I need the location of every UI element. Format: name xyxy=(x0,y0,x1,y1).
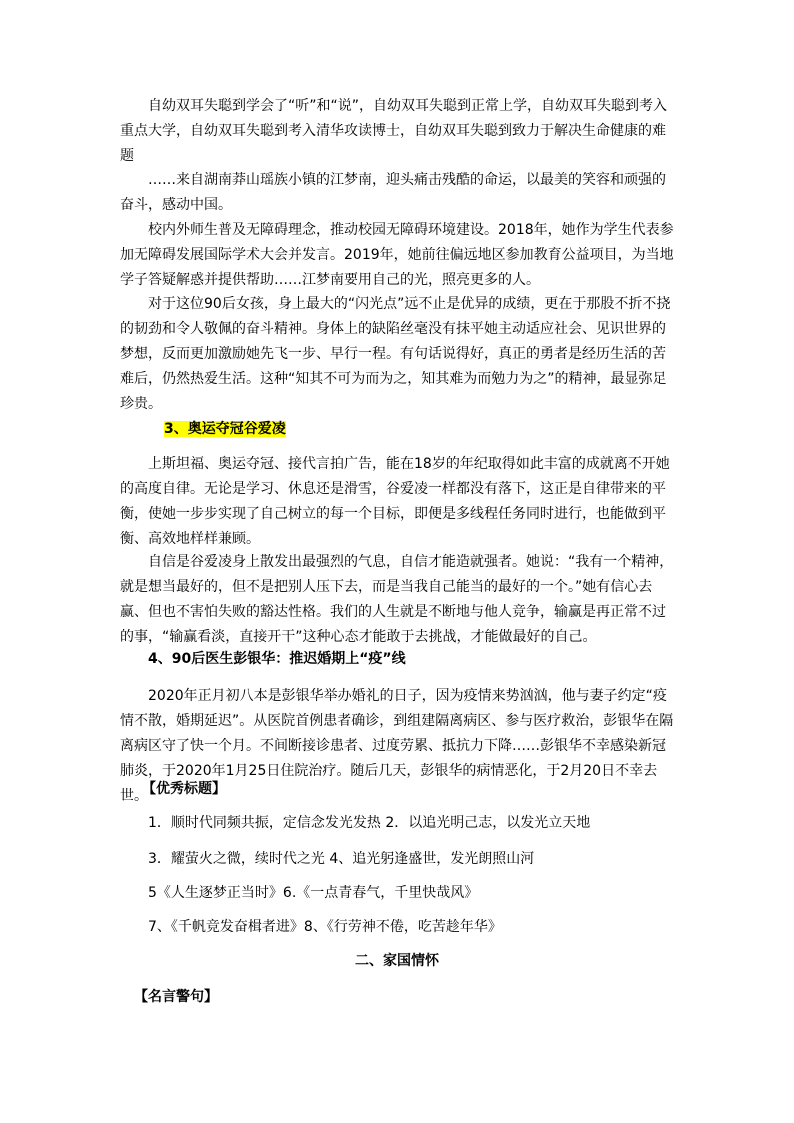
section-title-family-country: 二、家国情怀 xyxy=(355,953,439,969)
title-line-1: 1．顺时代同频共振，定信念发光发热 2．以追光明己志，以发光立天地 xyxy=(148,815,591,831)
paragraph-post90-girl: 对于这位90后女孩，身上最大的“闪光点”远不止是优异的成绩，更在于那股不折不挠的韧劲和令人敬佩的奋斗精神。身体上的缺陷丝毫没有抹平她主动适应社会、见识世界的梦想，反而更加激励她先飞一步、早行一程。有句话说得好，真正的勇者是经历生活的苦难后，仍然热爱生活。这种“知其不可为而为之，知其难为而勉力为之”的精神，最显弥足珍贵。 xyxy=(120,296,671,412)
heading-excellent-titles: 【优秀标题】 xyxy=(142,781,226,797)
paragraph-barrier-free: 校内外师生普及无障碍理念，推动校园无障碍环境建设。2018年，她作为学生代表参加无障碍发展国际学术大会并发言。2019年，她前往偏远地区参加教育公益项目，为当地学子答疑解惑并提供帮助……江梦南要用自己的光，照亮更多的人。 xyxy=(120,222,674,288)
paragraph-self-discipline: 上斯坦福、奥运夺冠、接代言拍广告，能在18岁的年纪取得如此丰富的成就离不开她的高度自律。无论是学习、休息还是滑雪，谷爱凌一样都没有落下，这正是自律带来的平衡，使她一步步实现了自己树立的每一个目标，即便是多线程任务同时进行，也能做到平衡、高效地样样兼顾。 xyxy=(120,456,670,547)
heading-gu-ailing-text: 3、奥运夺冠谷爱凌 xyxy=(164,421,286,437)
title-line-2: 3．耀萤火之微，续时代之光 4、追光躬逢盛世，发光朗照山河 xyxy=(148,851,535,867)
paragraph-jiang-mengnan-intro: ……来自湖南莽山瑶族小镇的江梦南，迎头痛击残酷的命运，以最美的笑容和顽强的奋斗，感动中国。 xyxy=(120,172,666,213)
paragraph-deaf-journey: 自幼双耳失聪到学会了“听”和“说”，自幼双耳失聪到正常上学，自幼双耳失聪到考入重点大学，自幼双耳失聪到考入清华攻读博士，自幼双耳失聪到致力于解决生命健康的难题 xyxy=(120,98,668,164)
title-line-4: 7、《千帆竞发奋楫者进》8、《行劳神不倦，吃苦趁年华》 xyxy=(148,919,502,935)
heading-gu-ailing xyxy=(120,418,722,440)
paragraph-peng-yinhua-story: 2020年正月初八本是彭银华举办婚礼的日子，因为疫情来势汹汹，他与妻子约定“疫情不散，婚期延迟”。从医院首例患者确诊，到组建隔离病区、参与医疗救治，彭银华在隔离病区守了快一个月。不间断接诊患者、过度劳累、抵抗力下降……彭银华不幸感染新冠肺炎，于2020年1月25日住院治疗。随后几天，彭银华的病情恶化，于2月20日不幸去世。 xyxy=(120,688,674,804)
heading-famous-quotes: 【名言警句】 xyxy=(134,989,218,1005)
title-line-3: 5《人生逐梦正当时》6.《一点青春气，千里快哉风》 xyxy=(148,885,479,901)
paragraph-confidence: 自信是谷爱凌身上散发出最强烈的气息，自信才能造就强者。她说：“我有一个精神，就是想当最好的，但不是把别人压下去，而是当我自己能当的最好的一个。”她有信心去赢、但也不害怕失败的豁达性格。我们的人生就是不断地与他人竞争，输赢是再正常不过的事，“输赢看淡，直接开干”这种心态才能敢于去挑战，才能做最好的自己。 xyxy=(120,554,674,645)
heading-peng-yinhua: 4、90后医生彭银华：推迟婚期上“疫”线 xyxy=(148,651,406,667)
